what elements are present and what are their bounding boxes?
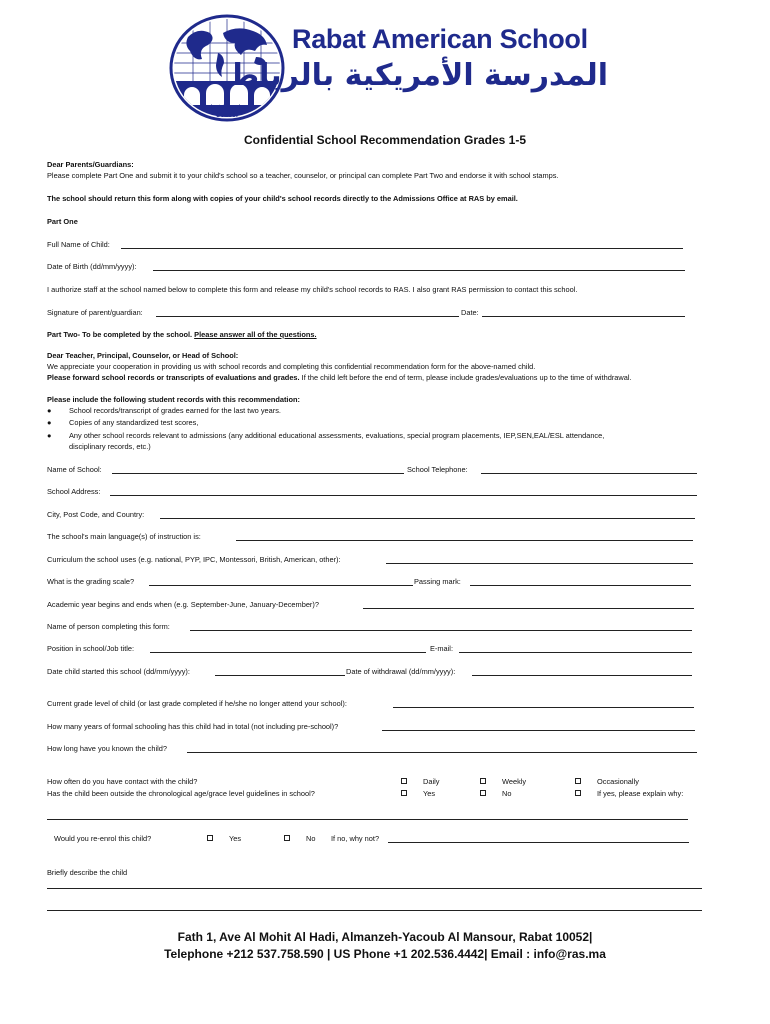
part-one-heading: Part One bbox=[47, 217, 78, 226]
dob-field[interactable] bbox=[153, 270, 685, 271]
appreciation: We appreciate your cooperation in providing us with school records and completing this confidential recommendation form for the above-named child. bbox=[47, 362, 536, 371]
bullet-item: ● Any other school records relevant to admissions (any additional educational assessments, evaluations, special program placements, IEP,SEN,EAL/ESL attendance, bbox=[47, 431, 605, 440]
curriculum-label: Curriculum the school uses (e.g. national, PYP, IPC, Montessori, British, American, other): bbox=[47, 555, 341, 564]
why-not-field[interactable] bbox=[388, 842, 689, 843]
dob-label: Date of Birth (dd/mm/yyyy): bbox=[47, 262, 137, 271]
city-label: City, Post Code, and Country: bbox=[47, 510, 145, 519]
academic-year-field[interactable] bbox=[363, 608, 694, 609]
position-field[interactable] bbox=[150, 652, 426, 653]
reenrol-yes-checkbox[interactable] bbox=[207, 835, 213, 841]
school-name: Rabat American School bbox=[292, 24, 588, 54]
part-two-heading-text: Part Two- To be completed by the school. bbox=[47, 330, 193, 339]
date-withdrawal-label: Date of withdrawal (dd/mm/yyyy): bbox=[346, 667, 456, 676]
date-field[interactable] bbox=[482, 316, 685, 317]
email-label: E-mail: bbox=[430, 644, 453, 653]
date-label: Date: bbox=[461, 308, 479, 317]
logo-text-1: Rabat American bbox=[202, 104, 252, 111]
reenrol-no-checkbox[interactable] bbox=[284, 835, 290, 841]
greeting: Dear Parents/Guardians: bbox=[47, 160, 134, 169]
authorization-text: I authorize staff at the school named below to complete this form and release my child's school records to RAS. I also grant RAS permission to contact this school. bbox=[47, 285, 578, 294]
logo-text-2: School bbox=[216, 112, 238, 119]
full-name-field[interactable] bbox=[121, 248, 683, 249]
outside-no-label: No bbox=[502, 789, 512, 798]
school-address-label: School Address: bbox=[47, 487, 101, 496]
outside-yes-label: Yes bbox=[423, 789, 436, 798]
bullet-continuation: disciplinary records, etc.) bbox=[69, 442, 151, 451]
footer-contact: Telephone +212 537.758.590 | US Phone +1 202.536.4442| Email : info@ras.ma bbox=[164, 947, 606, 961]
instructions: Please complete Part One and submit it to your child's school so a teacher, counselor, or principal can complete Part Two and endorse it with school stamps. bbox=[47, 171, 559, 180]
curriculum-field[interactable] bbox=[386, 563, 693, 564]
current-grade-field[interactable] bbox=[393, 707, 694, 708]
school-address-field[interactable] bbox=[110, 495, 697, 496]
person-name-label: Name of person completing this form: bbox=[47, 622, 170, 631]
reenrol-yes-label: Yes bbox=[229, 834, 242, 843]
how-long-known-field[interactable] bbox=[187, 752, 697, 753]
arabic-school-name: المدرسة الأمريكية بالرباط bbox=[228, 58, 608, 93]
contact-question: How often do you have contact with the child? bbox=[47, 777, 198, 786]
academic-year-label: Academic year begins and ends when (e.g. September-June, January-December)? bbox=[47, 600, 319, 609]
language-field[interactable] bbox=[236, 540, 693, 541]
current-grade-label: Current grade level of child (or last grade completed if he/she no longer attend your school): bbox=[47, 699, 347, 708]
forward-rest: If the child left before the end of term, please include grades/evaluations up to the time of withdrawal. bbox=[299, 373, 632, 382]
position-label: Position in school/Job title: bbox=[47, 644, 135, 653]
school-phone-field[interactable] bbox=[481, 473, 697, 474]
describe-field-line-2[interactable] bbox=[47, 910, 702, 911]
explain-field[interactable] bbox=[47, 819, 688, 820]
full-name-label: Full Name of Child: bbox=[47, 240, 110, 249]
bullet-item: ● School records/transcript of grades earned for the last two years. bbox=[47, 406, 281, 415]
why-not-label: If no, why not? bbox=[331, 834, 380, 843]
how-long-known-label: How long have you known the child? bbox=[47, 744, 167, 753]
outside-yes-checkbox[interactable] bbox=[401, 790, 407, 796]
date-started-label: Date child started this school (dd/mm/yyyy): bbox=[47, 667, 190, 676]
part-two-heading bbox=[47, 330, 317, 339]
years-schooling-label: How many years of formal schooling has this child had in total (not including pre-school)? bbox=[47, 722, 339, 731]
reenrol-no-label: No bbox=[306, 834, 316, 843]
forward-instructions bbox=[47, 373, 632, 382]
years-schooling-field[interactable] bbox=[382, 730, 695, 731]
school-phone-label: School Telephone: bbox=[407, 465, 468, 474]
describe-field-line-1[interactable] bbox=[47, 888, 702, 889]
school-name-field[interactable] bbox=[112, 473, 404, 474]
daily-label: Daily bbox=[423, 777, 440, 786]
occasionally-checkbox[interactable] bbox=[575, 778, 581, 784]
language-label: The school's main language(s) of instruction is: bbox=[47, 532, 201, 541]
describe-label: Briefly describe the child bbox=[47, 868, 128, 877]
occasionally-label: Occasionally bbox=[597, 777, 639, 786]
explain-label: If yes, please explain why: bbox=[597, 789, 684, 798]
weekly-label: Weekly bbox=[502, 777, 527, 786]
bullet-item: ● Copies of any standardized test scores, bbox=[47, 418, 199, 427]
bullet-text: School records/transcript of grades earned for the last two years. bbox=[69, 406, 281, 415]
email-field[interactable] bbox=[459, 652, 692, 653]
bullet-text: Copies of any standardized test scores, bbox=[69, 418, 199, 427]
salutation: Dear Teacher, Principal, Counselor, or Head of School: bbox=[47, 351, 239, 360]
signature-field[interactable] bbox=[156, 316, 459, 317]
city-field[interactable] bbox=[160, 518, 695, 519]
date-withdrawal-field[interactable] bbox=[472, 675, 692, 676]
school-name-label: Name of School: bbox=[47, 465, 102, 474]
include-heading: Please include the following student records with this recommendation: bbox=[47, 395, 300, 404]
explain-checkbox[interactable] bbox=[575, 790, 581, 796]
signature-label: Signature of parent/guardian: bbox=[47, 308, 143, 317]
weekly-checkbox[interactable] bbox=[480, 778, 486, 784]
bullet-text: Any other school records relevant to admissions (any additional educational assessments, evaluations, special program placements, IEP,SEN,EAL/ESL attendance, bbox=[69, 431, 605, 440]
part-two-heading-underlined: Please answer all of the questions. bbox=[194, 330, 317, 339]
date-started-field[interactable] bbox=[215, 675, 345, 676]
outside-no-checkbox[interactable] bbox=[480, 790, 486, 796]
form-title: Confidential School Recommendation Grades 1-5 bbox=[243, 133, 527, 147]
daily-checkbox[interactable] bbox=[401, 778, 407, 784]
grading-scale-label: What is the grading scale? bbox=[47, 577, 135, 586]
passing-mark-field[interactable] bbox=[470, 585, 691, 586]
person-name-field[interactable] bbox=[190, 630, 692, 631]
grading-scale-field[interactable] bbox=[149, 585, 413, 586]
passing-mark-label: Passing mark: bbox=[414, 577, 461, 586]
forward-bold: Please forward school records or transcripts of evaluations and grades. bbox=[47, 373, 300, 382]
outside-question: Has the child been outside the chronological age/grace level guidelines in school? bbox=[47, 789, 315, 798]
reenrol-question: Would you re-enrol this child? bbox=[54, 834, 152, 843]
return-note: The school should return this form along with copies of your child's school records directly to the Admissions Office at RAS by email. bbox=[47, 194, 518, 203]
footer-address: Fath 1, Ave Al Mohit Al Hadi, Almanzeh-Yacoub Al Mansour, Rabat 10052| bbox=[177, 930, 593, 944]
